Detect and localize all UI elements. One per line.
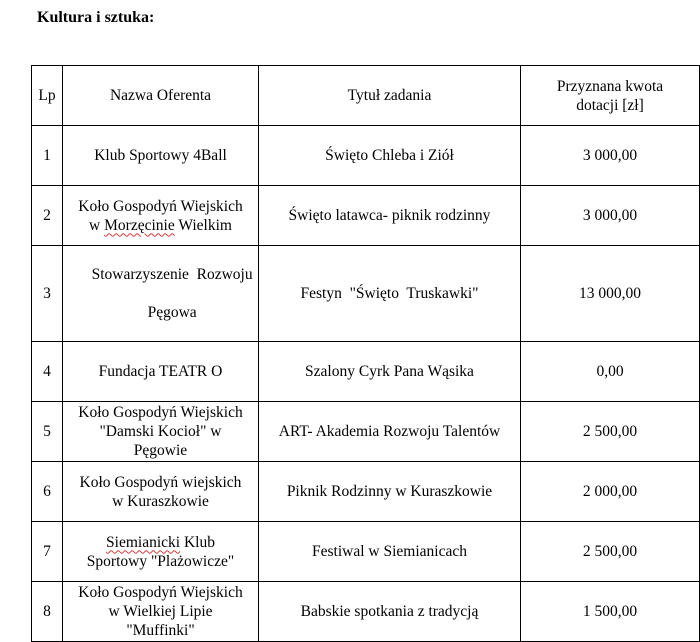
- table-header-row: [32, 66, 700, 126]
- table-row: [32, 342, 700, 402]
- cell-lp: 2: [32, 186, 63, 246]
- cell-lp: 1: [32, 126, 63, 186]
- cell-applicant: Klub Sportowy 4Ball: [63, 126, 259, 186]
- cell-applicant: Fundacja TEATR O: [63, 342, 259, 402]
- cell-task: Babskie spotkania z tradycją: [259, 582, 521, 642]
- header-amount-line1: Przyznana kwota: [556, 77, 664, 95]
- cell-task: Szalony Cyrk Pana Wąsika: [259, 342, 521, 402]
- cell-lp: 5: [32, 402, 63, 462]
- cell-applicant: Koło Gospodyń wiejskich w Kuraszkowie: [63, 462, 259, 522]
- header-applicant: Nazwa Oferenta: [63, 66, 259, 126]
- cell-lp: 4: [32, 342, 63, 402]
- cell-applicant: Koło Gospodyń Wiejskich w Wielkiej Lipie "Muffinki": [63, 582, 259, 642]
- cell-task: Festiwal w Siemianicach: [259, 522, 521, 582]
- cell-amount: 1 500,00: [521, 582, 700, 642]
- table-row: [32, 522, 700, 582]
- cell-lp: 7: [32, 522, 63, 582]
- cell-task: Święto Chleba i Ziół: [259, 126, 521, 186]
- header-amount: [521, 66, 700, 126]
- cell-lp: 8: [32, 582, 63, 642]
- table-row: [32, 246, 700, 342]
- cell-applicant: Siemianicki Klub Sportowy "Plażowicze": [63, 522, 259, 582]
- cell-applicant: Koło Gospodyń Wiejskich "Damski Kocioł" w Pęgowie: [63, 402, 259, 462]
- cell-amount: 13 000,00: [521, 246, 700, 342]
- table-row: [32, 186, 700, 246]
- cell-applicant: Stowarzyszenie Rozwoju Pęgowa: [63, 246, 259, 342]
- table-row: [32, 582, 700, 642]
- cell-amount: 2 500,00: [521, 522, 700, 582]
- cell-amount: 2 000,00: [521, 462, 700, 522]
- table-row: [32, 126, 700, 186]
- cell-task: ART- Akademia Rozwoju Talentów: [259, 402, 521, 462]
- cell-amount: 3 000,00: [521, 186, 700, 246]
- cell-amount: 0,00: [521, 342, 700, 402]
- cell-amount: 3 000,00: [521, 126, 700, 186]
- table-row: [32, 462, 700, 522]
- spellcheck-word: Morzęcinie: [104, 216, 175, 234]
- header-lp: Lp: [32, 66, 63, 126]
- cell-lp: 3: [32, 246, 63, 342]
- cell-task: Festyn "Święto Truskawki": [259, 246, 521, 342]
- header-task: Tytuł zadania: [259, 66, 521, 126]
- cell-amount: 2 500,00: [521, 402, 700, 462]
- section-title: Kultura i sztuka:: [37, 9, 155, 26]
- table-row: [32, 402, 700, 462]
- cell-lp: 6: [32, 462, 63, 522]
- spellcheck-word: Siemianicki: [106, 533, 181, 551]
- grants-table: [31, 65, 700, 642]
- cell-applicant: Koło Gospodyń Wiejskich w Morzęcinie Wielkim: [63, 186, 259, 246]
- cell-task: Piknik Rodzinny w Kuraszkowie: [259, 462, 521, 522]
- header-amount-line2: dotacji [zł]: [576, 96, 644, 114]
- cell-task: Święto latawca- piknik rodzinny: [259, 186, 521, 246]
